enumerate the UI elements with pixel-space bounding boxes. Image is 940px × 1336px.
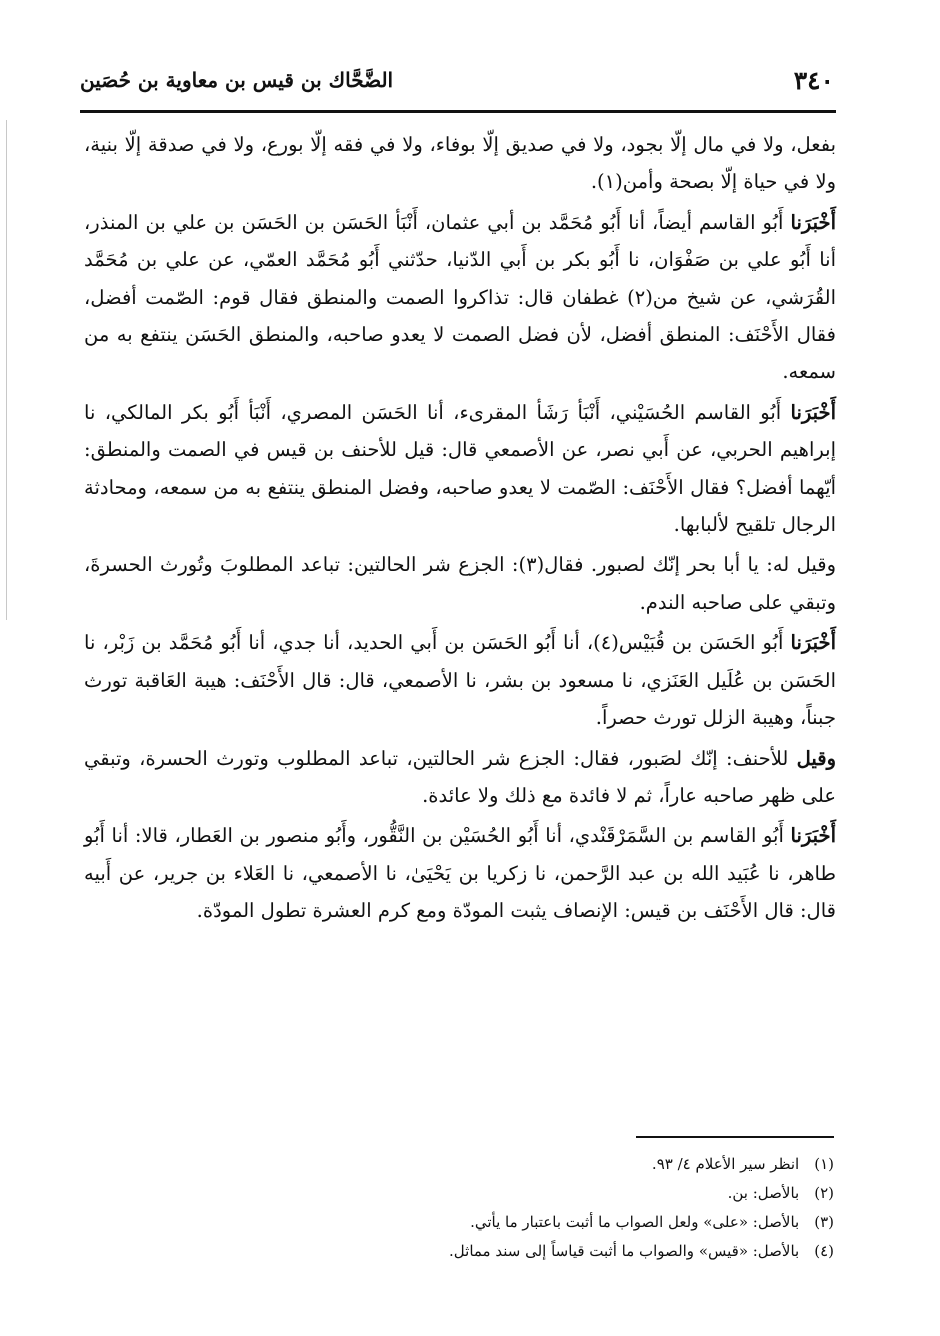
paragraph-keyword: أَخْبَرَنا [790, 210, 836, 234]
footnote-rule [636, 1136, 834, 1138]
paragraph-text: وقيل له: يا أبا بحر إنّك لصبور. فقال(٣): الجزع شر الحالتين: تباعد المطلوبَ وتُورث الحسرةَ، وتبقي على صاحبه الندم. [84, 553, 836, 614]
paragraph [84, 546, 836, 621]
main-text [84, 126, 836, 933]
paragraph-keyword: أَخْبَرَنا [790, 824, 836, 848]
footnote-text: بالأصل: «قيس» والصواب ما أثبت قياساً إلى سند مماثل. [449, 1242, 800, 1260]
footnote [300, 1179, 834, 1208]
page-header [80, 66, 834, 106]
footnote-number: (٤) [814, 1242, 834, 1260]
paragraph [84, 126, 836, 201]
running-title: الضَّحَّاك بن قيس بن معاوية بن حُصَين [80, 68, 394, 92]
paragraph-text: أَبُو الحَسَن بن قُبَيْس(٤)، أنا أَبُو الحَسَن بن أَبي الحديد، أنا جدي، أنا أَبُو مُحَمَّد بن زَبْر، نا الحَسَن بن عُلَيل العَنَزي، نا مسعود بن بشر، نا الأصمعي، قال: قال الأَحْنَف: هيبة العَاقبة تورث جبناً، وهيبة الزلل تورث حصراً. [84, 631, 836, 730]
paragraph-text: بفعل، ولا في مال إلّا بجود، ولا في صديق إلّا بوفاء، ولا في فقه إلّا بورع، ولا في صدقة إلّا بنية، ولا في حياة إلّا بصحة وأمن(١). [84, 133, 836, 194]
paragraph [84, 740, 836, 815]
footnote [300, 1150, 834, 1179]
footnote-number: (٢) [814, 1184, 834, 1202]
paragraph-text: للأحنف: إنّك لصَبور، فقال: الجزع شر الحالتين، تباعد المطلوب وتورث الحسرة، وتبقي على ظهر صاحبه عاراً، ثم لا فائدة مع ذلك ولا عائدة. [84, 746, 836, 807]
footnotes [300, 1150, 834, 1266]
paragraph [84, 394, 836, 544]
paragraph-keyword: أَخْبَرَنا [790, 631, 837, 655]
footnote-text: انظر سير الأعلام ٤/ ٩٣. [651, 1155, 800, 1173]
paragraph [84, 204, 836, 391]
paragraph-keyword: أَخْبَرَنا [790, 400, 836, 424]
paragraph-keyword: وقيل [796, 746, 836, 770]
paragraph-text: أَبُو القاسم أيضاً، أنا أَبُو مُحَمَّد بن أبي عثمان، أَنْبَأ الحَسَن بن الحَسَن بن علي بن المنذر، أنا أَبُو علي بن صَفْوَان، نا أَبُو بكر بن أَبي الدّنيا، حدّثني أَبُو مُحَمَّد العمّي، عن علي بن مُحَمَّد القُرَشي، عن شيخ من(٢) غطفان قال: تذاكروا الصمت والمنطق فقال قوم: الصّمت أفضل، فقال الأَحْنَف: المنطق أفضل، لأن فضل الصمت لا يعدو صاحبه، والمنطق الحَسَن ينتفع به من سمعه. [84, 210, 836, 384]
paragraph-text: أَبُو القاسم بن السَّمَرْقَنْدي، أنا أَبُو الحُسَيْن بن النَّقُّور، وأَبُو منصور بن العَطار، قالا: أنا أَبُو طاهر، نا عُبَيد الله بن عبد الرَّحمن، نا زكريا بن يَحْيَىٰ، نا الأصمعي، نا العَلاء بن جرير، عن أَبيه قال: قال الأَحْنَف بن قيس: الإنصاف يثبت المودّة ومع كرم العشرة تطول المودّة. [84, 824, 836, 923]
footnote-number: (٣) [814, 1213, 834, 1231]
footnote-text: بالأصل: «على» ولعل الصواب ما أثبت باعتبار ما يأتي. [470, 1213, 800, 1231]
footnote-text: بالأصل: بن. [727, 1184, 800, 1202]
margin-line [6, 120, 7, 620]
paragraph [84, 817, 836, 929]
page-number: ٣٤٠ [793, 66, 834, 95]
header-rule [80, 110, 836, 113]
footnote [300, 1208, 834, 1237]
paragraph-text: أَبُو القاسم الحُسَيْني، أَنْبَأ رَشَأ المقرىء، أنا الحَسَن المصري، أَنْبَأ أَبُو بكر المالكي، نا إبراهيم الحربي، عن أَبي نصر، عن الأصمعي قال: قيل للأحنف بن قيس في الصمت والمنطق: أيّهما أفضل؟ فقال الأَحْنَف: الصّمت لا يعدو صاحبه، وفضل المنطق ينتفع به من سمعه، ومحادثة الرجال تلقيح لألبابها. [84, 400, 836, 537]
footnote-number: (١) [814, 1155, 834, 1173]
paragraph [84, 624, 836, 736]
footnote [300, 1237, 834, 1266]
